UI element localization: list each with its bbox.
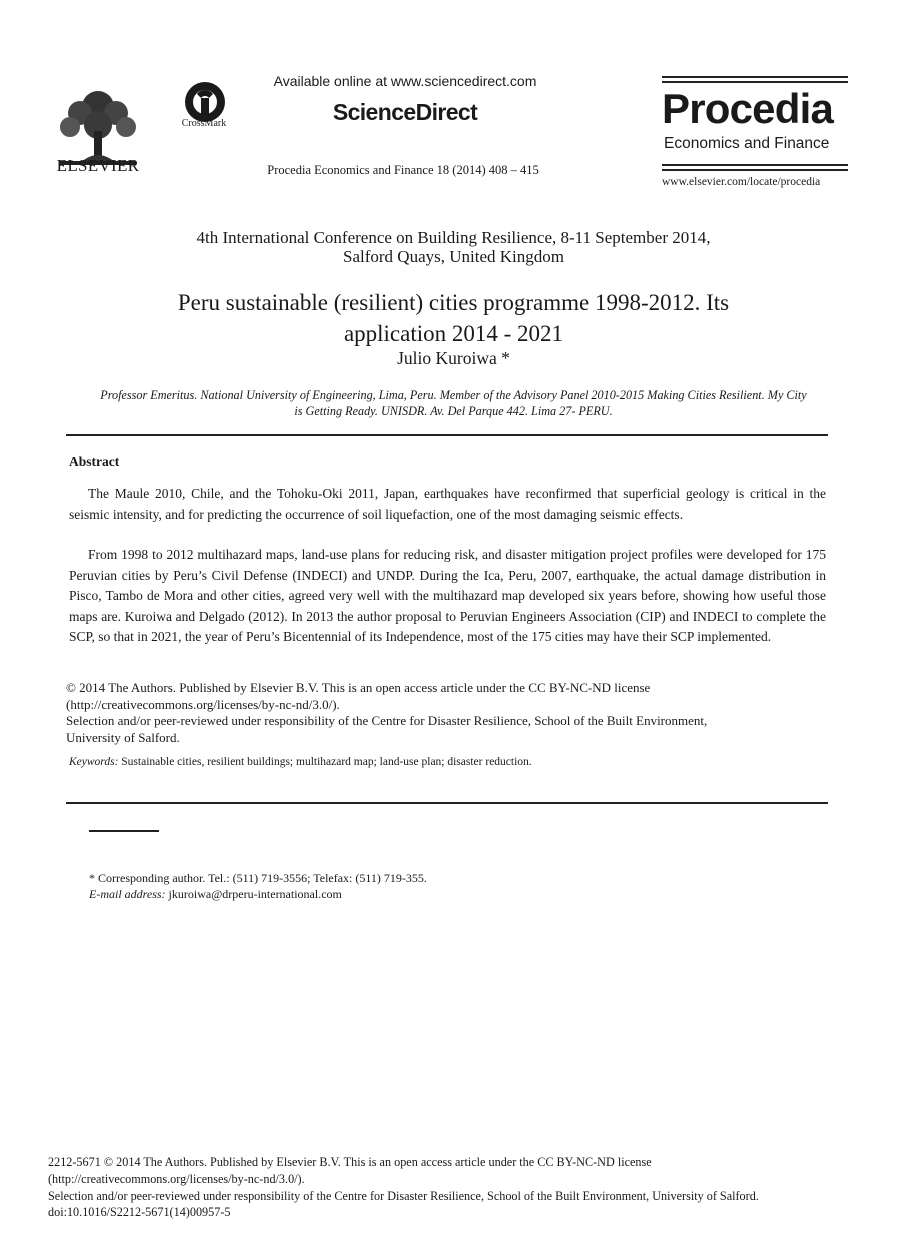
keywords-label: Keywords: [69,756,119,768]
journal-brand-rule [662,169,848,171]
section-divider [66,802,828,804]
keywords-text: Sustainable cities, resilient buildings; multihazard map; land-use plan; disaster reduction. [118,756,532,768]
footer-line: Selection and/or peer-reviewed under responsibility of the Centre for Disaster Resilience, School of the Built Environment, University of Salford. [48,1188,759,1203]
license-line: © 2014 The Authors. Published by Elsevier B.V. This is an open access article under the CC BY-NC-ND license [66,680,651,695]
email-address[interactable]: jkuroiwa@drperu-international.com [165,887,342,901]
journal-brand-rule [662,81,848,83]
title-line: application 2014 - 2021 [343,321,564,346]
footer-line: 2212-5671 © 2014 The Authors. Published by Elsevier B.V. This is an open access article under the CC BY-NC-ND license [48,1155,652,1169]
journal-brand-rule [662,164,848,166]
footnote-contact: * Corresponding author. Tel.: (511) 719-3556; Telefax: (511) 719-355. [89,871,427,885]
license-statement [66,680,826,746]
license-line: University of Salford. [66,729,180,745]
footer-doi[interactable]: doi:10.1016/S2212-5671(14)00957-5 [48,1205,231,1220]
email-label: E-mail address: [89,887,166,901]
footnote-email-line [89,886,789,902]
conference-line: Salford Quays, United Kingdom [343,247,564,266]
page-footer [48,1154,868,1221]
corresponding-author-footnote [89,870,789,902]
elsevier-wordmark: ELSEVIER [56,156,140,175]
section-divider [66,434,828,436]
paper-title [80,287,827,349]
author-name: Julio Kuroiwa * [397,348,510,368]
author-affiliation [66,387,841,419]
journal-brand-rule [662,76,848,78]
available-online-text: Available online at www.sciencedirect.com [273,73,537,89]
sciencedirect-wordmark[interactable]: ScienceDirect [332,99,478,125]
abstract-paragraph: The Maule 2010, Chile, and the Tohoku-Oki 2011, Japan, earthquakes have reconfirmed that superficial geology is critical in the seismic intensity, and for predicting the occurrence of soil liquefaction, one of the most damaging seismic effects. [69,486,826,522]
conference-line: 4th International Conference on Building Resilience, 8-11 September 2014, [196,228,711,247]
affiliation-line: is Getting Ready. UNISDR. Av. Del Parque 442. Lima 27- PERU. [294,404,613,418]
abstract-heading: Abstract [69,454,120,469]
footnote-rule [89,830,159,832]
license-line: Selection and/or peer-reviewed under responsibility of the Centre for Disaster Resilience, School of the Built Environment, [66,713,708,728]
abstract-paragraph: From 1998 to 2012 multihazard maps, land-use plans for reducing risk, and disaster mitigation project profiles were developed for 175 Peruvian cities by Peru’s Civil Defense (INDECI) and UNDP. During the Ica, Peru, 2007, earthquake, the actual damage distribution in Pisco, Tambo de Mora and other cities, agreed very well with the multihazard map developed six years before, showing how useful those maps are. Kuroiwa and Delgado (2012). In 2013 the author proposal to Peruvian Engineers Association (CIP) and INDECI to complete the SCP, so that in 2021, the year of Peru’s Bicentennial of its Independence, most of the 175 cities may have their SCP implemented. [69,547,826,644]
journal-brand-name: Procedia [662,85,834,132]
affiliation-line: Professor Emeritus. National University of Engineering, Lima, Peru. Member of the Advisory Panel 2010-2015 Making Cities Resilient. My City [100,388,807,402]
footer-license-link[interactable]: (http://creativecommons.org/licenses/by-nc-nd/3.0/). [48,1171,305,1186]
journal-reference: Procedia Economics and Finance 18 (2014) 408 – 415 [267,163,539,177]
journal-brand-subtitle: Economics and Finance [664,135,830,152]
license-link[interactable]: (http://creativecommons.org/licenses/by-nc-nd/3.0/). [66,696,340,712]
crossmark-label: CrossMark [181,118,227,129]
title-line: Peru sustainable (resilient) cities programme 1998-2012. Its [177,290,730,315]
journal-url-link[interactable]: www.elsevier.com/locate/procedia [662,176,821,188]
conference-info [80,228,827,266]
keywords [69,756,829,768]
